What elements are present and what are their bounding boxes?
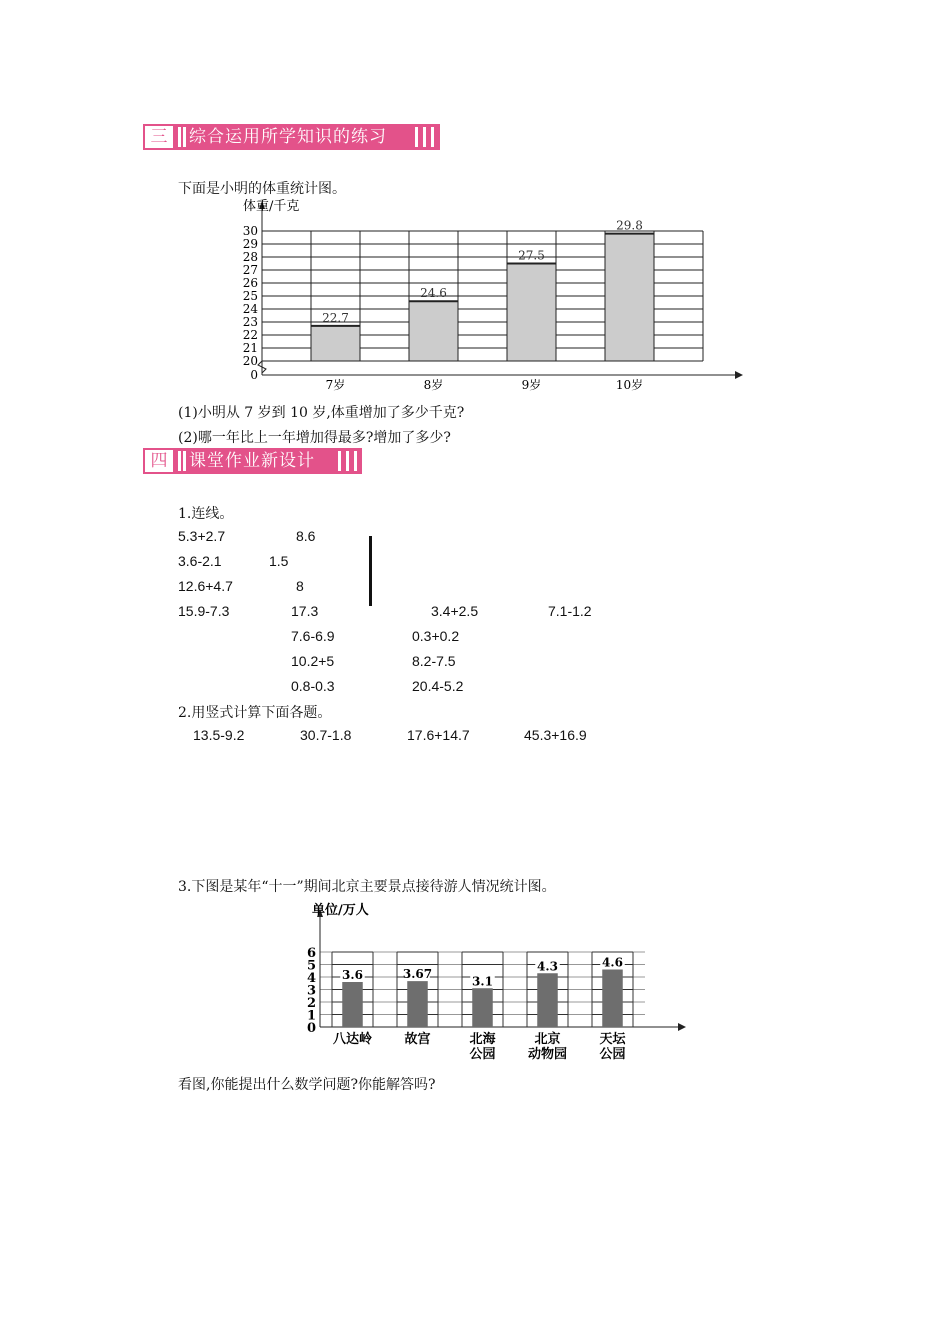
y-tick-label: 1 <box>306 1008 316 1024</box>
x-tick-label: 动物园 <box>527 1047 568 1060</box>
match-answer: 8.6 <box>296 528 316 544</box>
task-3-question: 看图,你能提出什么数学问题?你能解答吗? <box>178 1077 436 1093</box>
bar-value-label: 27.5 <box>518 248 545 263</box>
bar <box>507 264 556 362</box>
y-tick-label: 23 <box>242 315 258 329</box>
weight-chart <box>235 195 750 395</box>
x-tick-label: 故宫 <box>404 1032 431 1047</box>
match-expression: 0.3+0.2 <box>412 628 460 644</box>
x-tick-label: 10岁 <box>615 378 644 392</box>
bar-value-label: 29.8 <box>616 218 643 233</box>
y-tick-label: 0 <box>306 1021 316 1036</box>
match-expression: 7.6-6.9 <box>291 628 335 644</box>
match-expression: 8.2-7.5 <box>412 653 456 669</box>
visitors-chart-grid <box>317 909 686 1031</box>
match-answer: 1.5 <box>269 553 289 569</box>
task-2-title: 2.用竖式计算下面各题。 <box>178 705 332 721</box>
banner-stripe <box>431 127 434 147</box>
visitors-chart-ylabel: 单位/万人 <box>312 903 369 918</box>
task-3-title: 3.下图是某年“十一”期间北京主要景点接待游人情况统计图。 <box>178 879 556 895</box>
bar-value-label: 22.7 <box>322 310 349 325</box>
question-2: (2)哪一年比上一年增加得最多?增加了多少? <box>178 430 451 446</box>
x-tick-label: 北海 <box>469 1032 496 1047</box>
x-tick-label: 北京 <box>534 1032 561 1047</box>
y-tick-label: 22 <box>242 328 258 342</box>
x-tick-label: 9岁 <box>521 378 542 392</box>
section-4-banner <box>143 448 362 474</box>
x-tick-label: 天坛 <box>599 1032 626 1047</box>
calc-item: 13.5-9.2 <box>193 727 245 743</box>
y-tick-label: 6 <box>306 946 316 961</box>
bar <box>342 982 363 1027</box>
weight-chart-ylabel: 体重/千克 <box>243 199 300 214</box>
y-tick-label: 25 <box>242 289 258 303</box>
divider-line <box>369 536 372 606</box>
bar <box>472 988 493 1027</box>
bar <box>311 326 360 361</box>
match-left-item: 12.6+4.7 <box>178 578 233 594</box>
match-expression: 3.4+2.5 <box>431 603 479 619</box>
match-left-item: 5.3+2.7 <box>178 528 226 544</box>
calc-item: 30.7-1.8 <box>300 727 352 743</box>
match-expression: 20.4-5.2 <box>412 678 464 694</box>
y-tick-label: 4 <box>306 971 316 986</box>
match-answer: 17.3 <box>291 603 319 619</box>
x-tick-label: 公园 <box>599 1047 626 1060</box>
match-answer: 8 <box>296 578 304 594</box>
banner-stripe <box>354 451 357 471</box>
y-tick-label: 28 <box>242 250 258 264</box>
banner-stripe <box>338 451 341 471</box>
bar <box>605 234 654 361</box>
match-expression: 10.2+5 <box>291 653 335 669</box>
section-4-title: 课堂作业新设计 <box>189 451 315 471</box>
y-tick-label: 30 <box>242 224 258 238</box>
y-tick-label: 5 <box>306 958 316 974</box>
x-tick-label: 8岁 <box>423 378 444 392</box>
banner-stripe <box>178 451 181 471</box>
banner-stripe <box>423 127 426 147</box>
bar-value-label: 4.3 <box>537 959 558 974</box>
y-tick-label: 0 <box>250 368 258 382</box>
weight-chart-bars <box>311 219 654 361</box>
x-tick-label: 公园 <box>469 1047 496 1060</box>
banner-stripe <box>346 451 349 471</box>
y-tick-label: 3 <box>306 983 316 999</box>
bar <box>602 970 623 1028</box>
match-left-item: 15.9-7.3 <box>178 603 230 619</box>
match-expression: 7.1-1.2 <box>548 603 592 619</box>
y-tick-label: 29 <box>242 237 258 251</box>
x-axis-arrow <box>678 1023 686 1031</box>
calc-item: 45.3+16.9 <box>524 727 587 743</box>
y-tick-label: 27 <box>242 263 258 277</box>
banner-stripe <box>178 127 181 147</box>
bar <box>537 973 558 1027</box>
x-tick-label: 7岁 <box>325 378 346 392</box>
bar-value-label: 3.6 <box>342 968 363 982</box>
bar-value-label: 3.1 <box>472 974 493 989</box>
x-axis-arrow <box>735 371 743 379</box>
task-1-title: 1.连线。 <box>178 506 234 522</box>
visitors-chart <box>300 895 695 1060</box>
y-tick-label: 20 <box>242 354 258 368</box>
calc-item: 17.6+14.7 <box>407 727 470 743</box>
bar-value-label: 24.6 <box>420 286 447 301</box>
bar <box>409 301 458 361</box>
bar-value-label: 3.67 <box>402 967 433 982</box>
x-tick-label: 八达岭 <box>332 1032 373 1047</box>
bar <box>407 981 428 1027</box>
y-tick-label: 26 <box>242 276 258 290</box>
match-left-item: 3.6-2.1 <box>178 553 222 569</box>
match-expression: 0.8-0.3 <box>291 678 335 694</box>
y-tick-label: 24 <box>242 302 258 316</box>
banner-stripe <box>183 451 186 471</box>
banner-stripe <box>415 127 418 147</box>
question-1: (1)小明从 7 岁到 10 岁,体重增加了多少千克? <box>178 405 465 421</box>
visitors-chart-bars <box>340 956 625 1028</box>
section-3-banner <box>143 124 440 150</box>
y-tick-label: 2 <box>306 996 316 1011</box>
bar-value-label: 4.6 <box>602 955 623 970</box>
section-3-number: 三 <box>145 126 173 148</box>
weight-chart-intro: 下面是小明的体重统计图。 <box>178 181 346 197</box>
section-3-title: 综合运用所学知识的练习 <box>189 127 387 147</box>
y-tick-label: 21 <box>242 341 258 355</box>
banner-stripe <box>183 127 186 147</box>
section-4-number: 四 <box>145 450 173 472</box>
